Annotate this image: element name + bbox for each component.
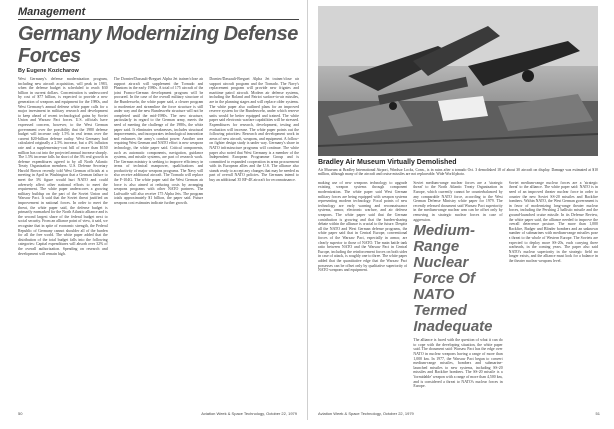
- right-text-col-2: The alliance is faced with the question of what it can do to cope with the developing situation, the white paper said. The document said: Warsaw Pact has the edge over NATO in nuclear weapons having a range of more than 1,000 km. In 1977, the Warsaw Pact began to convert medium-range missiles, bombers and submarine-launched missiles to new systems, including SS-20 missiles and Backfire bombers. The SS-20 missile is a 'formidable' weapon with a range of more than 4,500 km, and is considered a threat to NATO's nuclear forces in Europe.: [413, 338, 503, 389]
- left-page-number: 50: [18, 411, 23, 416]
- article-column-1: [18, 77, 108, 429]
- article-text-col-2: The Dornier/Dassault-Breguet Alpha Jet trainer/close air support aircraft will supplement the Tornado and Phantom in the early 1980s. A total of 175 aircraft of the joint Franco-German development program will be procured. In the case of the overall military structure of the Bundeswehr, the white paper said, a clearer program to modernize and streamline the force structure is still under way and the new Bundeswehr structure will not be completed until the mid-1980s. The new structure, particularly in regard to the German army, meets the need of meeting the challenge of the 1980s, the white paper said. It eliminates weaknesses, includes structural improvements, and incorporates technological innovation and enhances the army's combat power. Another area requiring West German and NATO effort is new weapons technology, the white paper said. Critical components, such as automatic components, navigation, guidance systems, and missile systems, are part of research work. The German ministry is seeking to improve efficiency in terms of technical manpower, qualifications and productivity of major weapons programs. The Navy will also receive additional aircraft. The Tornado will replace the F-104G. The white paper said the West German air force is also aimed at reducing costs by arranging weapons programs with other NATO partners. The Luftwaffe will also receive 175 Alpha Jets. The program totals approximately $1 billion, the paper said. Future weapons cost estimates indicate further growth.: [113, 77, 204, 206]
- right-text-col-2-top: Soviet medium-range nuclear forces are a 'strategic threat' to the North Atlantic Treaty Organization in Europe, which currently cannot be counterbalanced by any comparable NATO force, according to the West German Defense Ministry white paper for 1979. The recently released document said Warsaw Pact superiority in the medium-range nuclear arm can be offset only by removing in strategic nuclear forces in case of aggression.: [413, 180, 503, 222]
- article-headline: Germany Modernizing Defense Forces: [18, 23, 298, 67]
- nuclear-force-headline: Medium-Range Nuclear Force Of NATO Termed Inadequate: [413, 222, 493, 336]
- right-text-col-1: making use of new weapons technology to upgrade existing weapon systems through component modernization. The white paper said West German military forces are being equipped with weapon systems representing modern technology. Focal points of new technology are early warning and reconnaissance systems, armor, electronic warfare, and air defense weapons. The white paper said that the German contribution is growing and that the burden-sharing debate within the alliance is crucial to the future. Despite all the NATO and West German defense programs, the white paper said that in Central Europe, conventional forces of the Warsaw Pact, especially in armor, are clearly superior to those of NATO. The main battle tank ratio between NATO and the Warsaw Pact in Central Europe, including the reinforcement forces on both sides in case of attack, is roughly one to three. The white paper added that the quantitative edge that the Warsaw Pact possesses can be offset only by qualitative superiority of NATO weapons and equipment.: [318, 180, 408, 273]
- article-columns: [18, 77, 299, 429]
- photo-caption-title: Bradley Air Museum Virtually Demolished: [318, 159, 457, 166]
- section-label: Management: [18, 6, 299, 20]
- right-page-number: 51: [595, 411, 600, 416]
- article-text-col-3: Dornier/Dassault-Breguet Alpha Jet trainer/close air support aircraft program and the Tornado. The Navy's replacement program will provide new frigates and maritime patrol aircraft. Modern air defense systems, including the Roland and Patriot surface-to-air missiles, are in the planning stages and will replace older systems. The white paper also outlined plans for an improved reserve system for the Bundeswehr, under which reserve units would be better equipped and trained. The white paper said electronic warfare capabilities will be stressed. Expenditures for research, development, testing and evaluation will increase. The white paper points out the following priorities: Research and development work in areas of new aircraft, weapons, and equipment. A follow-on fighter design study is under way. Germany's share in NATO infrastructure programs will continue. The white paper also noted that West Germany is a member of the Independent European Programme Group and is committed to expanded cooperation in arms procurement with its European allies and the U.S. The alliance also stands ready to accept any changes that may be needed as part of overall NATO policies. The Germans intend to buy an additional 35 RF-4E aircraft for reconnaissance.: [209, 77, 300, 183]
- museum-photo: [318, 6, 598, 156]
- byline: By Eugene Kozicharow: [18, 68, 79, 74]
- left-publication-line: Aviation Week & Space Technology, October 22, 1979: [201, 411, 297, 416]
- article-column-3: [209, 77, 299, 429]
- photo-caption: Air Museum at Bradley International Airport, Windsor Locks, Conn., is in ruins after a tornado Oct. 3 demolished 18 of about 30 aircraft on display. Damage was estimated at $10 million, although many of the aircraft and cruise missiles are not replaceable. Wide World photo.: [318, 168, 598, 177]
- right-column-3: [509, 181, 598, 396]
- right-column-1: [318, 181, 407, 396]
- right-article-columns: [318, 181, 598, 396]
- left-page: [0, 0, 307, 420]
- right-text-col-3: Soviet medium-range nuclear forces are a 'strategic threat' to the alliance. The white paper said: NATO is in need of an improved theater nuclear force in order to counter the new Soviet SS-20 missiles and Backfire bombers. Within NATO, the West German government is in favor of modernizing long-range theater nuclear forces, including the Pershing 2 ballistic missile and the ground-launched cruise missile. In its Defense Review, the white paper said, the alliance needed to improve the overall deterrence posture. The more than 1,000 Backfire, Badger and Blinder bombers and an unknown number of submarines with medium-range missiles pose a threat to the whole of Western Europe. The Soviets are expected to deploy more SS-20s, each carrying three warheads, in the coming years. The paper also said NATO's nuclear superiority in the strategic field no longer exists, and the alliance must look for a balance in the theater nuclear weapons level.: [508, 180, 598, 263]
- article-column-2: [114, 77, 204, 429]
- right-column-2: [413, 181, 502, 396]
- right-page-footer: [308, 411, 614, 416]
- right-page: [307, 0, 614, 420]
- wreckage-photo-image: [318, 6, 598, 156]
- article-text-col-1: West Germany's defense modernization program, including new aircraft acquisition, will peak in 1983, when the defense budget is scheduled to reach $30 billion in current dollars. Concentration is underscored by cost of $77 billion, is expected to provide a new generation of weapons and equipment for the 1980s, and West Germany's annual defense white paper calls for a major investment in military research and development to keep ahead of recent technological gains by Soviet Union and Warsaw Pact forces. U.S. officials have expressed concern, however, to the West German government over the possibility that the 1980 defense budget will increase only 1.5% in real terms over the current $20-billion defense outlay. West Germany had calculated originally a 2.5% increase, but a 4% inflation rate and a supplementary-cost bill of more than $150 million has cut into the projected annual increase sharply. The 1.5% increase falls far short of the 3% real growth in defense expenditures agreed to by all North Atlantic Treaty Organization members. U.S. Defense Secretary Harold Brown recently told West German officials at a meeting in April in Washington that a German failure to meet the 3% figure would hurt NATO and could adversely affect other national efforts to meet the requirement. The white paper underscores a growing military buildup on the part of the Soviet Union and Warsaw Pact. It said that the Soviet threat justified an improvement in national forces. In order to meet the threat, the white paper said, the defense budget is primarily earmarked for the North Atlantic alliance and is the second largest share of the federal budget next to social security. From an alliance point of view, it said, we recognize that in spite of economic strength, the Federal Republic of Germany cannot shoulder all of the burden for all the free world. The white paper added that the distribution of the total budget falls into the following categories: Capital expenditures will absorb over 32% of the overall authorization. Spending on research and development will remain high.: [18, 77, 108, 256]
- left-page-footer: [0, 411, 307, 416]
- right-publication-line: Aviation Week & Space Technology, October 22, 1979: [318, 411, 414, 416]
